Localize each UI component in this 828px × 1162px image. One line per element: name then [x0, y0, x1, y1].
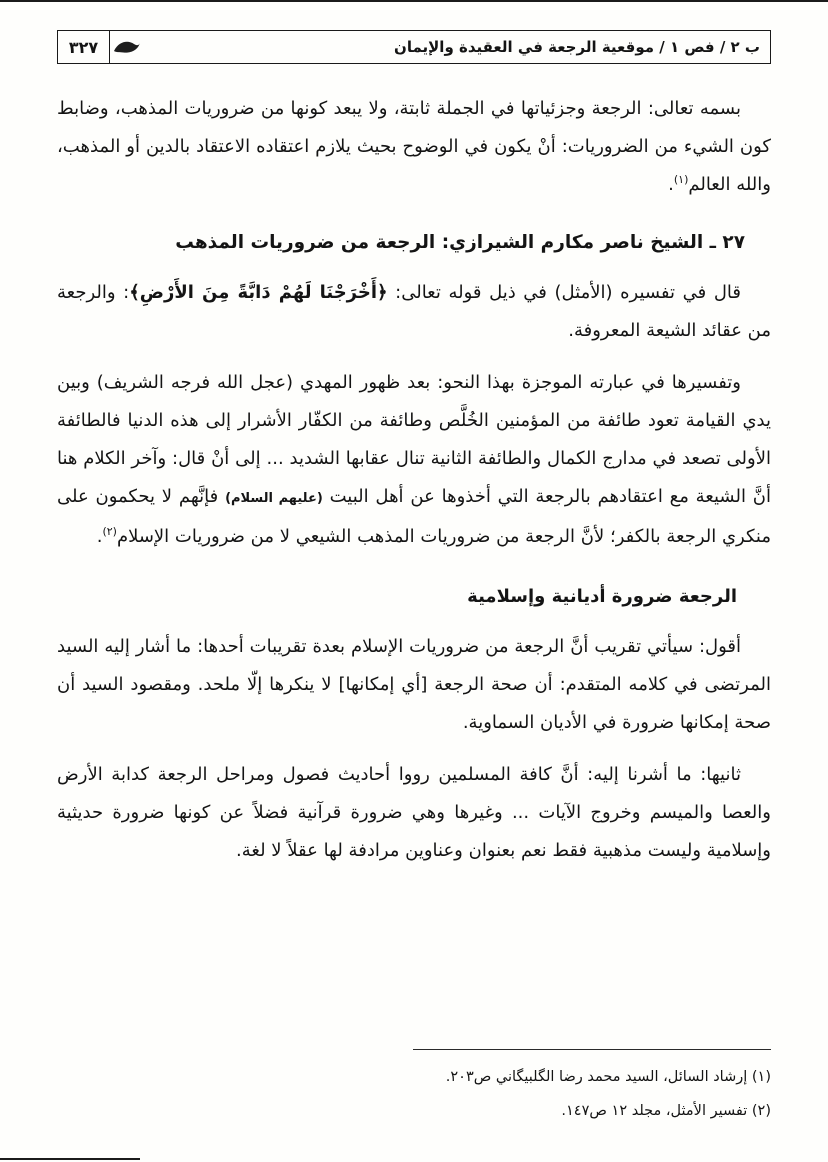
paragraph-thaniha: ثانيها: ما أشرنا إليه: أنَّ كافة المسلمين رووا أحاديث فصول ومراحل الرجعة كدابة الأرض والعصا والميسم وخروج الآيات ... وغيرها وهي ضرورة قرآنية فضلاً عن كونها ضرورة حديثية وإسلامية وليست مذهبية فقط نعم بعنوان وعناوين مرادفة لها عقلاً لا لغة. — [57, 764, 771, 861]
paragraph-text: وتفسيرها في عبارته الموجزة بهذا النحو: بعد ظهور المهدي (عجل الله فرجه الشريف) وبين يدي القيامة تعود طائفة من المؤمنين الخُلَّص وطائفة من الكفّار الأشرار إلى هذه الدنيا فالطائفة الأولى تصعد في مدارج الكمال والطائفة الثانية تنال عقابها الشديد ... إلى أنْ قال: وآخر الكلام هنا أنَّ الشيعة مع اعتقادهم بالرجعة التي أخذوها عن أهل البيت — [57, 372, 771, 507]
quran-verse: ﴿أَخْرَجْنَا لَهُمْ دَابَّةً مِنَ الأَرْضِ﴾ — [129, 282, 388, 303]
footnote-marker-1: (١) — [673, 173, 689, 186]
honorific-alayhim-salam: (عليهم السلام) — [225, 491, 323, 506]
leaf-ornament-icon — [110, 31, 144, 63]
page-number: ٣٢٧ — [68, 37, 99, 57]
page-header — [57, 30, 771, 64]
paragraph-aqool: أقول: سيأتي تقريب أنَّ الرجعة من ضروريات الإسلام بعدة تقريبات أحدها: ما أشار إليه السيد المرتضى في كلامه المتقدم: أن صحة الرجعة [أي إمكانها] لا ينكرها إلّا ملحد. ومقصود السيد أن صحة إمكانها ضرورة في الأديان السماوية. — [57, 636, 771, 733]
scan-edge-artifact-bottom — [0, 1158, 140, 1160]
scan-edge-artifact-top — [0, 0, 828, 2]
footnotes-section — [57, 1049, 771, 1128]
page-number-box — [58, 31, 110, 63]
footnote-separator-rule — [413, 1049, 771, 1050]
paragraph-text: . — [668, 174, 674, 195]
paragraph-tafsir-quote — [57, 274, 771, 350]
paragraph-text: بسمه تعالى: الرجعة وجزئياتها في الجملة ثابتة، ولا يبعد كونها من ضروريات المذهب، وضابط كون الشيء من الضروريات: أنْ يكون في الوضوح بحيث يلازم اعتقاده الاعتقاد بالدين أو المذهب، والله العالم — [57, 98, 771, 195]
paragraph-text: قال في تفسيره (الأمثل) في ذيل قوله تعالى: — [387, 282, 741, 303]
paragraph-text: . — [96, 526, 103, 547]
paragraph-text: فإنَّهم لا يحكمون على منكري الرجعة بالكفر؛ لأنَّ الرجعة من ضروريات المذهب الشيعي لا من ضروريات الإسلام — [57, 486, 771, 547]
paragraph-fatwa — [57, 90, 771, 204]
chapter-breadcrumb: ب ٢ / فص ١ / موقعية الرجعة في العقيدة والإيمان — [394, 38, 760, 56]
footnote-2: (٢) تفسير الأمثل، مجلد ١٢ ص١٤٧. — [561, 1103, 771, 1119]
section-heading-27-shirazi: ٢٧ ـ الشيخ ناصر مكارم الشيرازي: الرجعة من ضروريات المذهب — [175, 232, 745, 253]
page-body — [57, 64, 771, 870]
section-heading-rajaa-necessity: الرجعة ضرورة أديانية وإسلامية — [467, 586, 737, 607]
paragraph-rajaa-explanation — [57, 364, 771, 556]
paragraph-text: : والرجعة من عقائد الشيعة المعروفة. — [57, 282, 771, 341]
footnote-marker-2: (٢) — [102, 525, 117, 538]
footnote-1: (١) إرشاد السائل، السيد محمد رضا الگلبيگاني ص٢٠٣. — [445, 1069, 771, 1085]
